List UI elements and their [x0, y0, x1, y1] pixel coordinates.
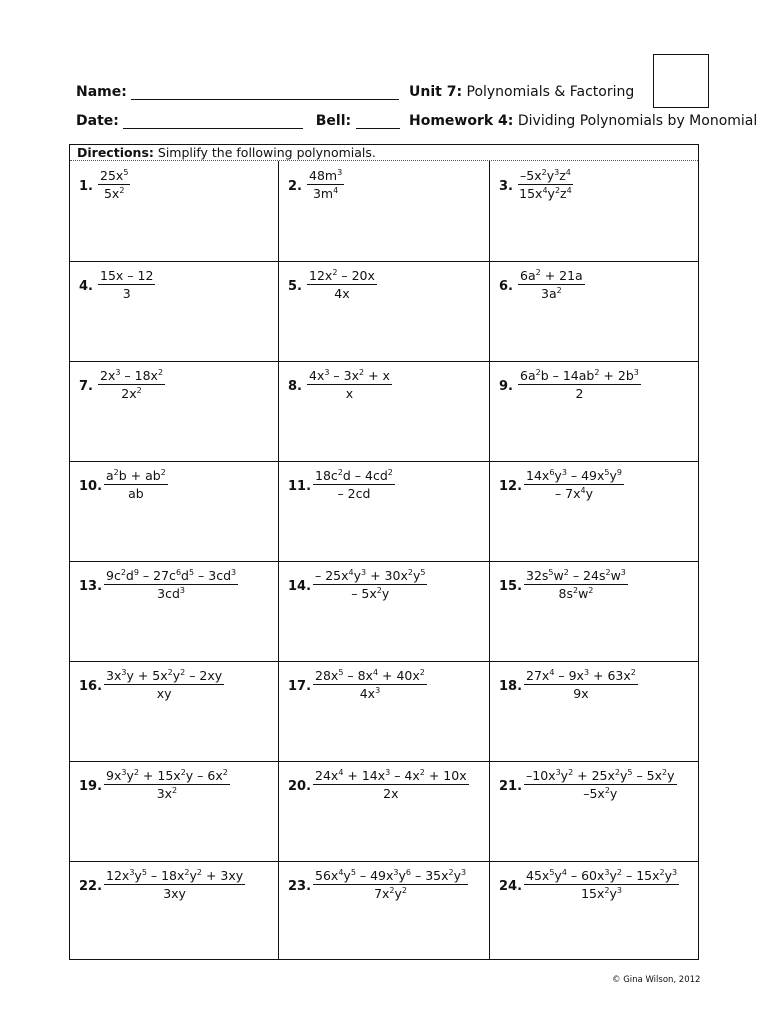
answer-area[interactable]	[490, 311, 698, 361]
fraction	[104, 467, 168, 502]
fraction	[307, 367, 392, 402]
denominator: 3	[122, 286, 131, 301]
answer-area[interactable]	[70, 711, 278, 761]
answer-area[interactable]	[279, 711, 489, 761]
denominator: 2x	[383, 786, 399, 801]
denominator: $7x^2y^2$	[374, 886, 408, 901]
numerator: $48m^3$	[309, 168, 343, 183]
problem-number: 21.	[499, 779, 523, 794]
fraction	[313, 767, 469, 802]
problem-4	[70, 267, 278, 367]
denominator: 3xy	[163, 886, 186, 901]
problem-number: 10.	[79, 479, 103, 494]
numerator: $56x^4y^5 - 49x^3y^6 - 35x^2y^3$	[315, 868, 467, 883]
fraction	[524, 667, 638, 702]
problem-2	[279, 167, 489, 267]
problem-number: 17.	[288, 679, 312, 694]
denominator: $15x^4y^2z^4$	[519, 186, 572, 201]
problem-number: 24.	[499, 879, 523, 894]
numerator: $12x^2 - 20x$	[309, 268, 375, 283]
numerator: $45x^5y^4 - 60x^3y^2 - 15x^2y^3$	[526, 868, 678, 883]
problem-number: 7.	[79, 379, 93, 394]
numerator: $6a^2b - 14ab^2 + 2b^3$	[520, 368, 639, 383]
answer-area[interactable]	[279, 311, 489, 361]
problem-18	[490, 667, 698, 767]
score-box[interactable]	[653, 54, 709, 108]
name-field[interactable]	[131, 85, 399, 100]
numerator: $14x^6y^3 - 49x^5y^9$	[526, 468, 622, 483]
problem-number: 11.	[288, 479, 312, 494]
problem-23	[279, 867, 489, 967]
fraction	[313, 467, 395, 502]
date-row	[76, 113, 400, 129]
problem-11	[279, 467, 489, 567]
problem-number: 18.	[499, 679, 523, 694]
fraction	[518, 367, 641, 402]
fraction	[313, 567, 427, 602]
denominator: – 2cd	[337, 486, 371, 501]
problem-8	[279, 367, 489, 467]
answer-area[interactable]	[70, 611, 278, 661]
answer-area[interactable]	[490, 511, 698, 561]
denominator: $15x^2y^3$	[581, 886, 622, 901]
problem-17	[279, 667, 489, 767]
numerator: $-10x^3y^2 + 25x^2y^5 - 5x^2y$	[526, 768, 675, 783]
problem-13	[70, 567, 278, 667]
problem-7	[70, 367, 278, 467]
fraction	[104, 567, 238, 602]
problem-number: 3.	[499, 179, 513, 194]
denominator: ab	[128, 486, 144, 501]
fraction	[518, 167, 573, 202]
numerator: $25x^5$	[100, 168, 129, 183]
problem-15	[490, 567, 698, 667]
numerator: $12x^3y^5 - 18x^2y^2 + 3xy$	[106, 868, 244, 883]
problem-number: 15.	[499, 579, 523, 594]
numerator: 15x – 12	[100, 268, 154, 283]
homework-label: Homework 4:	[409, 113, 514, 129]
unit-label: Unit 7:	[409, 84, 463, 100]
denominator: $4x^3$	[359, 686, 381, 701]
problem-21	[490, 767, 698, 867]
denominator: – $5x^2y$	[351, 586, 390, 601]
problem-number: 19.	[79, 779, 103, 794]
numerator: $18c^2d - 4cd^2$	[315, 468, 393, 483]
date-label: Date:	[76, 113, 119, 129]
problem-19	[70, 767, 278, 867]
denominator: $8s^2w^2$	[558, 586, 594, 601]
answer-area[interactable]	[490, 911, 698, 961]
problem-grid	[69, 144, 699, 960]
bell-field[interactable]	[356, 114, 400, 129]
denominator: 2	[575, 386, 584, 401]
problem-number: 13.	[79, 579, 103, 594]
problem-10	[70, 467, 278, 567]
problem-12	[490, 467, 698, 567]
denominator: $-5x^2y$	[583, 786, 618, 801]
denominator: $3a^2$	[541, 286, 562, 301]
problem-number: 5.	[288, 279, 302, 294]
fraction	[524, 867, 679, 902]
fraction	[104, 867, 245, 902]
answer-area[interactable]	[70, 811, 278, 861]
numerator: $-5x^2y^3z^4$	[520, 168, 571, 183]
fraction	[104, 767, 230, 802]
answer-area[interactable]	[70, 511, 278, 561]
answer-area[interactable]	[70, 411, 278, 461]
problem-number: 20.	[288, 779, 312, 794]
answer-area[interactable]	[279, 511, 489, 561]
directions	[70, 145, 698, 161]
denominator: $3m^4$	[312, 186, 339, 201]
fraction	[313, 867, 468, 902]
problem-20	[279, 767, 489, 867]
denominator: 9x	[573, 686, 589, 701]
answer-area[interactable]	[490, 811, 698, 861]
problem-number: 14.	[288, 579, 312, 594]
numerator: $6a^2 + 21a$	[520, 268, 583, 283]
numerator: $a^2b + ab^2$	[106, 468, 166, 483]
fraction	[98, 167, 130, 202]
denominator: 4x	[334, 286, 350, 301]
numerator: – $25x^4y^3 + 30x^2y^5$	[315, 568, 426, 583]
problem-14	[279, 567, 489, 667]
problem-number: 4.	[79, 279, 93, 294]
problem-5	[279, 267, 489, 367]
problem-number: 9.	[499, 379, 513, 394]
numerator: $32s^5w^2 - 24s^2w^3$	[526, 568, 626, 583]
name-row	[76, 84, 399, 100]
answer-area[interactable]	[279, 211, 489, 261]
problem-24	[490, 867, 698, 967]
fraction	[307, 267, 377, 302]
numerator: $9x^3y^2 + 15x^2y - 6x^2$	[106, 768, 228, 783]
answer-area[interactable]	[490, 411, 698, 461]
fraction	[307, 167, 344, 202]
answer-area[interactable]	[279, 811, 489, 861]
problem-number: 22.	[79, 879, 103, 894]
problem-16	[70, 667, 278, 767]
numerator: $2x^3 - 18x^2$	[100, 368, 164, 383]
bell-label: Bell:	[315, 113, 352, 129]
denominator: $3cd^3$	[157, 586, 185, 601]
denominator: $2x^2$	[121, 386, 142, 401]
denominator: xy	[156, 686, 172, 701]
fraction	[524, 467, 624, 502]
denominator: – $7x^4y$	[554, 486, 594, 501]
fraction	[98, 367, 165, 402]
problem-1	[70, 167, 278, 267]
answer-area[interactable]	[70, 911, 278, 961]
answer-area[interactable]	[279, 611, 489, 661]
directions-text: Simplify the following polynomials.	[157, 145, 376, 160]
copyright: © Gina Wilson, 2012	[612, 975, 701, 985]
numerator: $4x^3 - 3x^2 + x$	[309, 368, 390, 383]
problem-6	[490, 267, 698, 367]
fraction	[518, 267, 585, 302]
answer-area[interactable]	[279, 411, 489, 461]
homework-title	[409, 113, 757, 129]
answer-area[interactable]	[279, 911, 489, 961]
denominator: $5x^2$	[103, 186, 125, 201]
numerator: $27x^4 - 9x^3 + 63x^2$	[526, 668, 636, 683]
problem-number: 1.	[79, 179, 93, 194]
problem-9	[490, 367, 698, 467]
problem-22	[70, 867, 278, 967]
numerator: $24x^4 + 14x^3 - 4x^2 + 10x$	[315, 768, 467, 783]
problem-number: 16.	[79, 679, 103, 694]
problem-number: 12.	[499, 479, 523, 494]
problem-number: 2.	[288, 179, 302, 194]
fraction	[524, 567, 628, 602]
numerator: $3x^3y + 5x^2y^2 - 2xy$	[106, 668, 223, 683]
answer-area[interactable]	[490, 211, 698, 261]
problem-number: 8.	[288, 379, 302, 394]
fraction	[104, 667, 224, 702]
unit-name: Polynomials & Factoring	[466, 84, 635, 100]
numerator: $28x^5 - 8x^4 + 40x^2$	[315, 668, 425, 683]
numerator: $9c^2d^9 - 27c^6d^5 - 3cd^3$	[106, 568, 237, 583]
directions-label: Directions:	[77, 145, 154, 160]
answer-area[interactable]	[490, 711, 698, 761]
fraction	[98, 267, 155, 302]
fraction	[524, 767, 677, 802]
homework-name: Dividing Polynomials by Monomial	[517, 113, 758, 129]
denominator: $3x^2$	[156, 786, 178, 801]
problem-number: 23.	[288, 879, 312, 894]
fraction	[313, 667, 427, 702]
answer-area[interactable]	[70, 211, 278, 261]
denominator: x	[345, 386, 354, 401]
name-label: Name:	[76, 84, 127, 100]
unit-title	[409, 84, 634, 100]
answer-area[interactable]	[490, 611, 698, 661]
problem-number: 6.	[499, 279, 513, 294]
problem-3	[490, 167, 698, 267]
answer-area[interactable]	[70, 311, 278, 361]
date-field[interactable]	[123, 114, 303, 129]
